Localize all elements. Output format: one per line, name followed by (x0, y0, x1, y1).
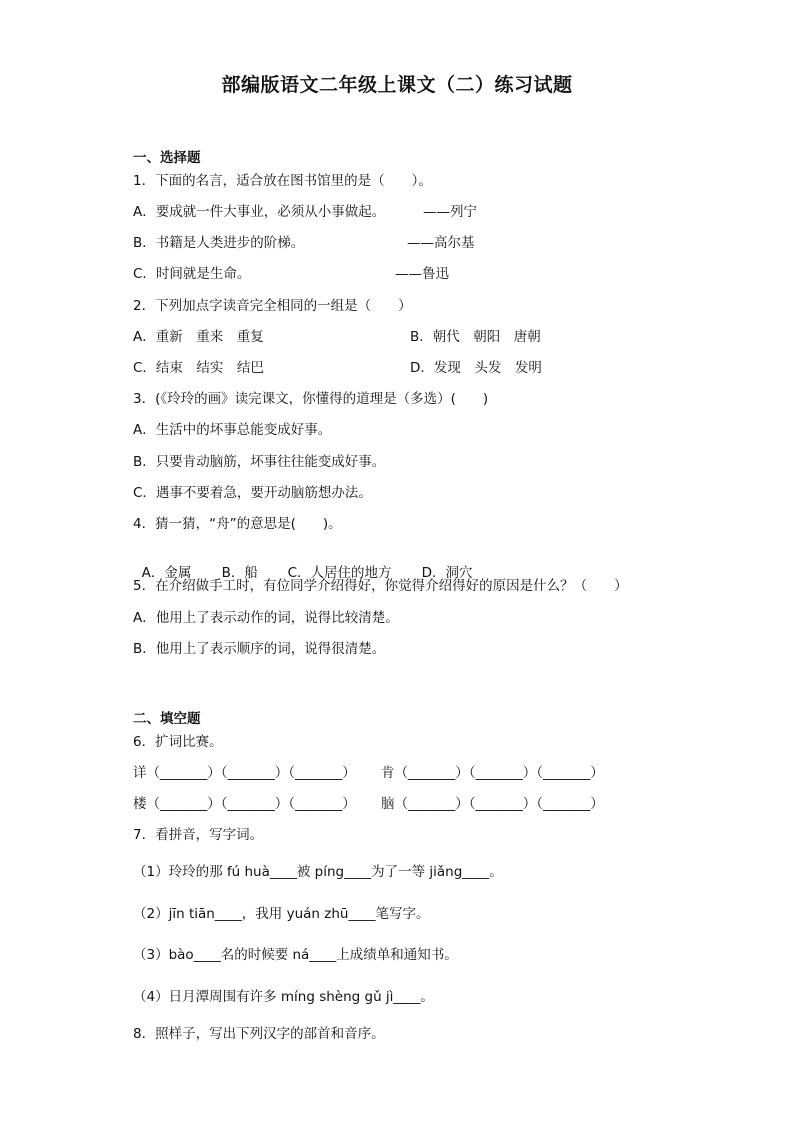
q2-option-b: B．朝代 朝阳 唐朝 (410, 329, 541, 345)
section-fill-heading: 二、填空题 (133, 711, 201, 727)
q4-option-a: A．金属 (141, 565, 192, 581)
q7-item-3: （3）bào____名的时候要 ná____上成绩单和通知书。 (133, 947, 458, 963)
q5-option-a: A．他用上了表示动作的词，说得比较清楚。 (133, 610, 399, 626)
q6-row1-left: 详（_______）（_______）（_______） (133, 765, 356, 781)
q7-item-2: （2）jīn tiān____，我用 yuán zhū____笔写字。 (133, 906, 430, 922)
q1-option-a: A．要成就一件大事业，必须从小事做起。 (133, 204, 386, 220)
q3-stem: 3．(《玲玲的画》读完课文，你懂得的道理是（多选）( ) (133, 391, 489, 407)
q4-option-b: B．船 (221, 565, 258, 581)
q1-option-a-author: ——列宁 (423, 204, 477, 220)
q2-option-d: D．发现 头发 发明 (410, 360, 542, 376)
q5-option-b: B．他用上了表示顺序的词，说得很清楚。 (133, 641, 386, 657)
q6-row2-right: 脑（_______）（_______）（_______） (381, 796, 604, 812)
section-choice-heading: 一、选择题 (133, 150, 201, 166)
q1-option-b: B．书籍是人类进步的阶梯。 (133, 235, 305, 251)
q7-item-1: （1）玲玲的那 fú huà____被 píng____为了一等 jiǎng____。 (133, 864, 503, 880)
q3-option-a: A．生活中的坏事总能变成好事。 (133, 422, 332, 438)
q4-stem: 4．猜一猜，“舟”的意思是( )。 (133, 516, 342, 532)
q4-option-c: C．人居住的地方 (287, 565, 392, 581)
q6-row2-left: 楼（_______）（_______）（_______） (133, 796, 356, 812)
q5-stem: 5．在介绍做手工时，有位同学介绍得好，你觉得介绍得好的原因是什么？（ ） (133, 578, 628, 594)
q1-option-c: C．时间就是生命。 (133, 266, 251, 282)
q3-option-c: C．遇事不要着急，要开动脑筋想办法。 (133, 485, 372, 501)
q2-stem: 2．下列加点字读音完全相同的一组是（ ） (133, 298, 412, 314)
q6-row1-right: 肯（_______）（_______）（_______） (381, 765, 604, 781)
q1-option-c-author: ——鲁迅 (395, 266, 449, 282)
q3-option-b: B．只要肯动脑筋，坏事往往能变成好事。 (133, 454, 386, 470)
q8-stem: 8．照样子，写出下列汉字的部首和音序。 (133, 1026, 385, 1042)
q4-option-d: D．洞穴 (421, 565, 473, 581)
q6-stem: 6．扩词比赛。 (133, 734, 223, 750)
q1-option-b-author: ——高尔基 (407, 235, 475, 251)
page-title: 部编版语文二年级上课文（二）练习试题 (221, 74, 573, 96)
q1-stem: 1．下面的名言，适合放在图书馆里的是（ ）。 (133, 173, 432, 189)
q7-stem: 7．看拼音，写字词。 (133, 827, 264, 843)
q2-option-a: A．重新 重来 重复 (133, 329, 264, 345)
q2-option-c: C．结束 结实 结巴 (133, 360, 264, 376)
q7-item-4: （4）日月潭周围有许多 míng shèng gǔ jì____。 (133, 989, 434, 1005)
